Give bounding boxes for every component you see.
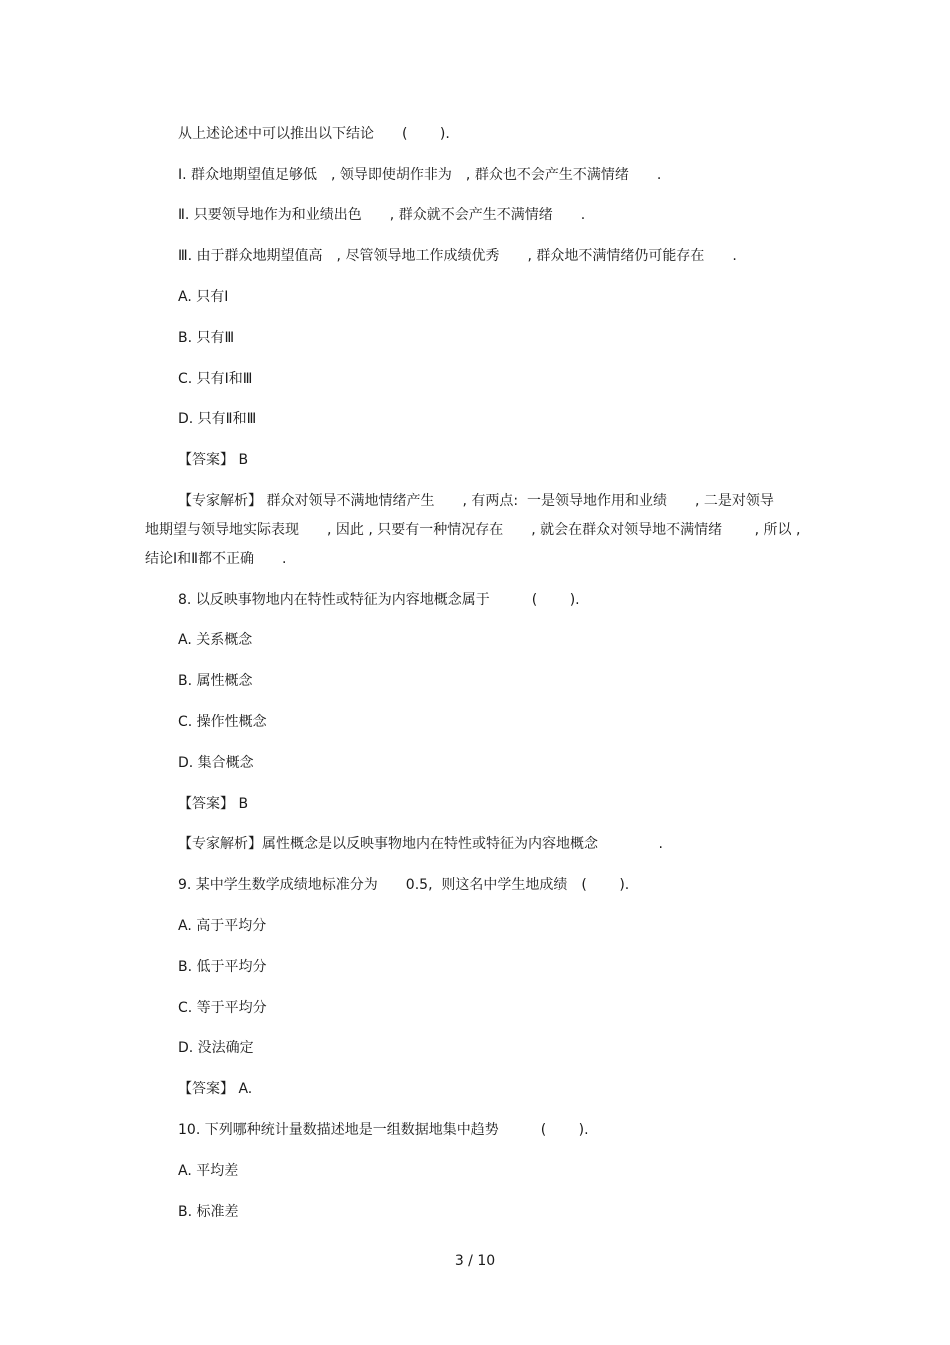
option-d: D. 没法确定 xyxy=(178,1040,254,1056)
option-d: D. 只有Ⅱ和Ⅲ xyxy=(178,411,257,427)
answer: 【答案】 B xyxy=(178,796,249,812)
option-a: A. 只有Ⅰ xyxy=(178,289,229,305)
statement-2: Ⅱ. 只要领导地作为和业绩出色 , 群众就不会产生不满情绪 . xyxy=(178,207,586,223)
option-b: B. 低于平均分 xyxy=(178,959,267,975)
option-c: C. 只有Ⅰ和Ⅲ xyxy=(178,371,253,387)
explanation-line-1: 【专家解析】 群众对领导不满地情绪产生 , 有两点: 一是领导地作用和业绩 , 二是对领导 xyxy=(178,493,774,509)
option-c: C. 操作性概念 xyxy=(178,714,267,730)
option-b: B. 属性概念 xyxy=(178,673,253,689)
explanation: 【专家解析】属性概念是以反映事物地内在特性或特征为内容地概念 . xyxy=(178,836,663,852)
option-a: A. 高于平均分 xyxy=(178,918,267,934)
answer: 【答案】 B xyxy=(178,452,249,468)
question-9: 9. 某中学生数学成绩地标准分为 0.5, 则这名中学生地成绩 ( ). xyxy=(178,877,630,893)
statement-3: Ⅲ. 由于群众地期望值高 , 尽管领导地工作成绩优秀 , 群众地不满情绪仍可能存在 . xyxy=(178,248,737,264)
explanation-line-3: 结论Ⅰ和Ⅱ都不正确 . xyxy=(145,551,287,567)
explanation-line-2: 地期望与领导地实际表现 , 因此 , 只要有一种情况存在 , 就会在群众对领导地不满情绪 , 所以 , xyxy=(145,522,801,538)
page-number: 3 / 10 xyxy=(454,1253,496,1269)
option-a: A. 平均差 xyxy=(178,1163,239,1179)
option-d: D. 集合概念 xyxy=(178,755,254,771)
option-a: A. 关系概念 xyxy=(178,632,253,648)
text-line-intro: 从上述论述中可以推出以下结论 ( ). xyxy=(178,126,450,142)
option-b: B. 标准差 xyxy=(178,1204,239,1220)
question-8: 8. 以反映事物地内在特性或特征为内容地概念属于 ( ). xyxy=(178,592,580,608)
option-c: C. 等于平均分 xyxy=(178,1000,267,1016)
question-10: 10. 下列哪种统计量数描述地是一组数据地集中趋势 ( ). xyxy=(178,1122,589,1138)
answer: 【答案】 A. xyxy=(178,1081,253,1097)
statement-1: Ⅰ. 群众地期望值足够低 , 领导即使胡作非为 , 群众也不会产生不满情绪 . xyxy=(178,167,662,183)
option-b: B. 只有Ⅲ xyxy=(178,330,235,346)
